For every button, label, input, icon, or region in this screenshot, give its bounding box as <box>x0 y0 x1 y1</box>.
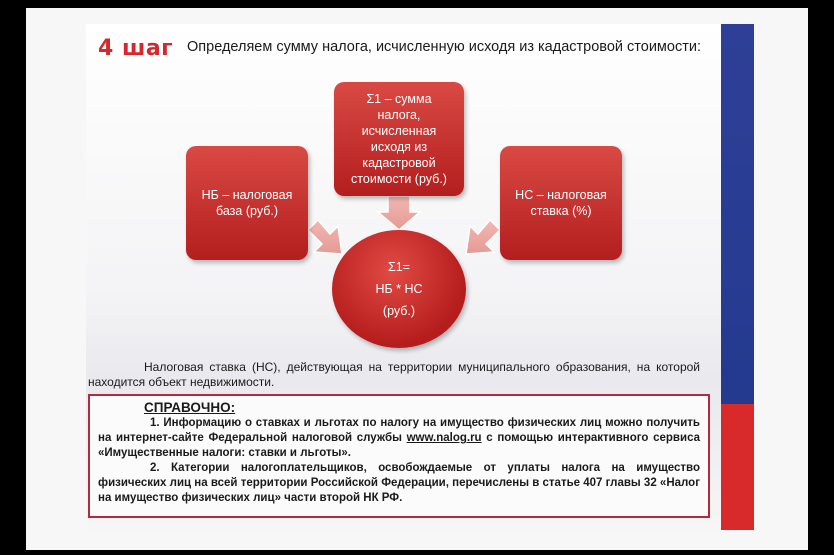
tax-base-box <box>186 146 308 260</box>
formula-line-3: (руб.) <box>382 304 416 318</box>
reference-heading: СПРАВОЧНО: <box>144 400 236 415</box>
sum-tax-box <box>334 82 464 196</box>
tax-rate-description: Налоговая ставка (НС), действующая на территории муниципального образования, на которой находится объект недвижимости. <box>88 360 700 389</box>
reference-item-1-text-a: 1. Информацию о ставках и льготах по налогу на имущество физических лиц можно получить на интернет-сайте Федеральной налоговой службы <box>98 417 700 444</box>
tax-base-label: НБ – налоговая база (руб.) <box>201 188 293 218</box>
tax-rate-box <box>500 146 622 260</box>
formula-circle <box>332 230 466 348</box>
reference-item-1-text-b: с помощью интерактивного сервиса «Имущественные налоги: ставки и льготы». <box>98 432 701 459</box>
step-label: 4 шаг <box>98 36 174 61</box>
nalog-link[interactable]: www.nalog.ru <box>406 432 482 444</box>
sum-tax-label: Σ1 – сумма налога, исчисленная исходя из кадастровой стоимости (руб.) <box>351 92 447 186</box>
formula-line-1: Σ1= <box>388 260 410 274</box>
slide-title: Определяем сумму налога, исчисленную исходя из кадастровой стоимости: <box>187 39 701 55</box>
decor-stripe-red <box>721 404 754 530</box>
formula-line-2: НБ * НС <box>375 282 423 296</box>
decor-stripe-blue <box>721 24 754 404</box>
reference-item-1 <box>98 416 700 461</box>
tax-rate-label: НС – налоговая ставка (%) <box>515 188 607 218</box>
reference-box <box>88 394 710 518</box>
slide-page <box>26 8 808 550</box>
reference-item-2: 2. Категории налогоплательщиков, освобождаемые от уплаты налога на имущество физических лиц на всей территории Российской Федерации, перечислены в статье 407 главы 32 «Налог на имущество физических лиц» части второй НК РФ. <box>98 462 700 504</box>
